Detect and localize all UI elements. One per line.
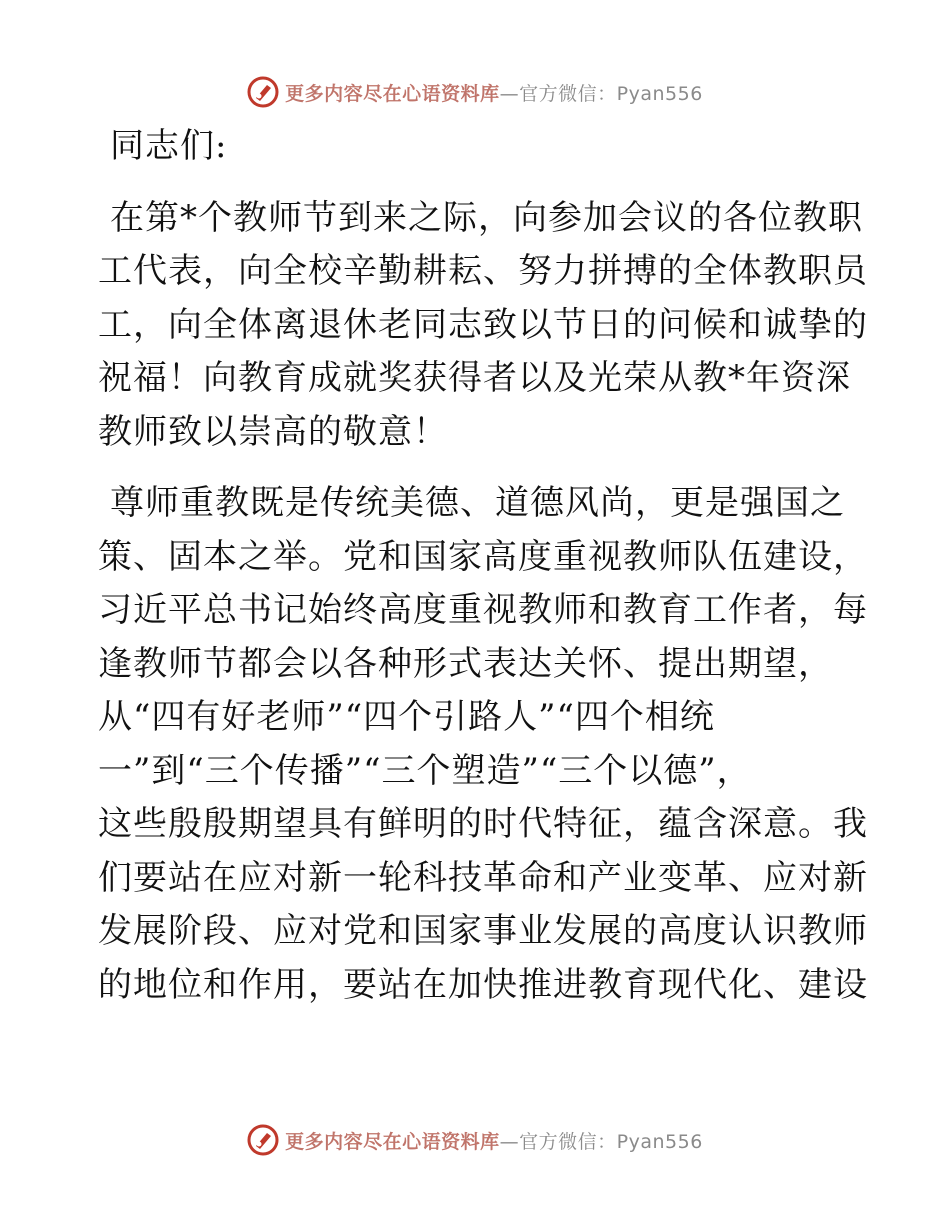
paragraph-line: 们要站在应对新一轮科技革命和产业变革、应对新	[98, 857, 868, 898]
paragraph-1	[98, 192, 868, 460]
brand-logo-icon	[247, 1124, 279, 1156]
paragraph-line: 逢教师节都会以各种形式表达关怀、提出期望，	[98, 643, 833, 684]
watermark-contact: 官方微信：Pyan556	[519, 1130, 703, 1153]
watermark-brand: 更多内容尽在心语资料库	[285, 82, 500, 105]
paragraph-line: 祝福！向教育成就奖获得者以及光荣从教*年资深	[98, 358, 851, 398]
paragraph-line: 工，向全体离退休老同志致以节日的问候和诚挚的	[98, 304, 868, 345]
paragraph-2	[98, 477, 868, 1012]
paragraph-line: 习近平总书记始终高度重视教师和教育工作者，每	[98, 590, 868, 630]
paragraph-line: 发展阶段、应对党和国家事业发展的高度认识教师	[98, 911, 868, 951]
brand-logo-icon	[247, 76, 279, 108]
paragraph-line: 在第*个教师节到来之际，向参加会议的各位教职	[110, 197, 863, 238]
paragraph-line: 一”到“三个传播”“三个塑造”“三个以德”，	[98, 750, 752, 791]
watermark-text	[285, 1127, 703, 1154]
watermark-brand: 更多内容尽在心语资料库	[285, 1130, 500, 1153]
footer-watermark	[0, 1120, 950, 1160]
header-watermark	[0, 72, 950, 112]
paragraph-line: 的地位和作用，要站在加快推进教育现代化、建设	[98, 964, 868, 1005]
watermark-dash: —	[499, 82, 520, 105]
paragraph-line: 尊师重教既是传统美德、道德风尚，更是强国之	[110, 483, 845, 523]
watermark-dash: —	[499, 1130, 520, 1153]
paragraph-line: 从“四有好老师”“四个引路人”“四个相统	[98, 697, 715, 737]
watermark-contact: 官方微信：Pyan556	[519, 82, 703, 105]
paragraph-line: 教师致以崇高的敬意！	[98, 411, 448, 452]
watermark-text	[285, 79, 703, 106]
paragraph-line: 这些殷殷期望具有鲜明的时代特征，蕴含深意。我	[98, 804, 868, 844]
document-body	[98, 120, 868, 1012]
paragraph-line: 策、固本之举。党和国家高度重视教师队伍建设，	[98, 536, 868, 577]
paragraph-line: 工代表，向全校辛勤耕耘、努力拼搏的全体教职员	[98, 251, 868, 291]
salutation: 同志们:	[110, 126, 228, 166]
